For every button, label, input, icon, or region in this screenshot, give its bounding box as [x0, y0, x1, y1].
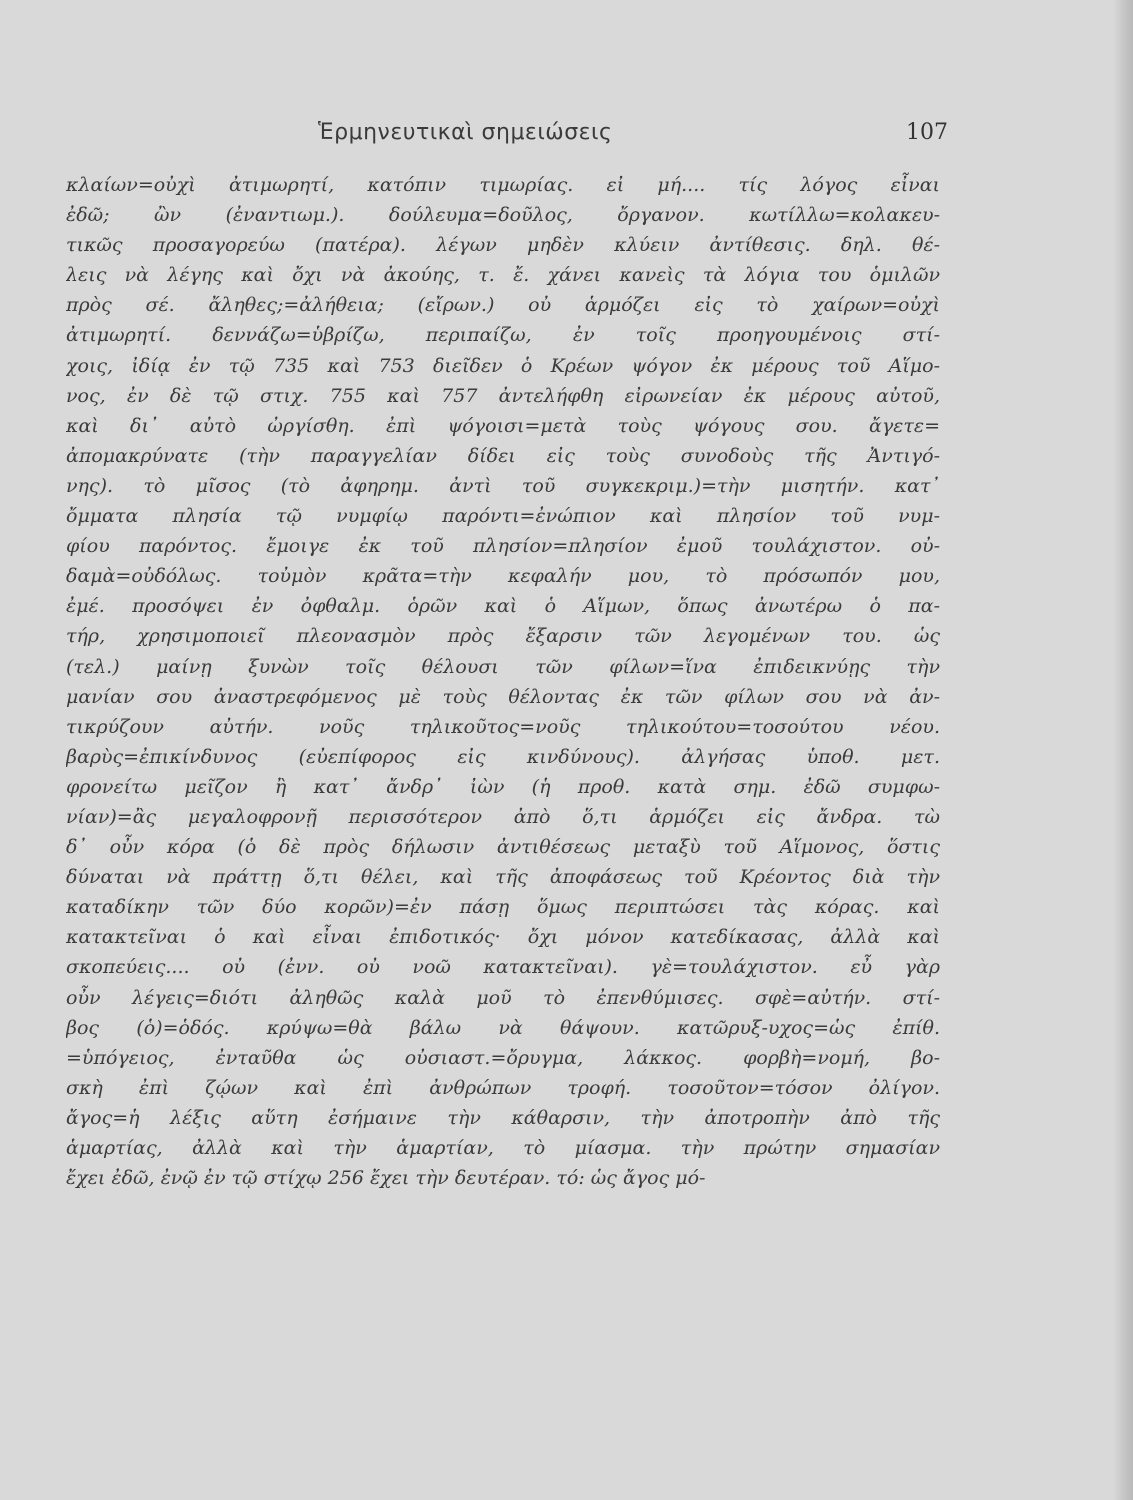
text-line: δ᾽ οὖν κόρα (ὁ δὲ πρὸς δήλωσιν ἀντιθέσεως μεταξὺ τοῦ Αἵμονος, ὅστις: [66, 836, 940, 859]
text-line: (τελ.) μαίνῃ ξυνὼν τοῖς θέλουσι τῶν φίλων=ἵνα ἐπιδεικνύῃς τὴν: [66, 655, 940, 678]
page-edge-shadow: [1113, 0, 1133, 1500]
text-line: βος (ὁ)=ὁδός. κρύψω=θὰ βάλω νὰ θάψουν. κατῶρυξ-υχος=ὡς ἐπίθ.: [66, 1016, 940, 1039]
text-line: νίαν)=ἂς μεγαλοφρονῇ περισσότερον ἀπὸ ὅ,τι ἁρμόζει εἰς ἄνδρα. τὼ: [66, 805, 940, 828]
commentary-text: [66, 170, 940, 1193]
text-line: ἀτιμωρητί. δεννάζω=ὑβρίζω, περιπαίζω, ἐν τοῖς προηγουμένοις στί-: [66, 324, 940, 347]
text-line: κλαίων=οὐχὶ ἀτιμωρητί, κατόπιν τιμωρίας. εἰ μή.... τίς λόγος εἶναι: [66, 174, 940, 196]
text-line: =ὑπόγειος, ἐνταῦθα ὡς οὐσιαστ.=ὄρυγμα, λάκκος. φορβὴ=νομή, βο-: [66, 1046, 940, 1069]
text-line: πρὸς σέ. ἄληθες;=ἀλήθεια; (εἴρων.) οὐ ἁρμόζει εἰς τὸ χαίρων=οὐχὶ: [66, 294, 940, 317]
text-line: φίου παρόντος. ἔμοιγε ἐκ τοῦ πλησίον=πλησίον ἐμοῦ τουλάχιστον. οὐ-: [66, 535, 940, 558]
text-line: χοις, ἰδίᾳ ἐν τῷ 735 καὶ 753 διεῖδεν ὁ Κρέων ψόγον ἐκ μέρους τοῦ Αἵμο-: [66, 354, 940, 377]
text-line: νος, ἐν δὲ τῷ στιχ. 755 καὶ 757 ἀντελήφθη εἰρωνείαν ἐκ μέρους αὐτοῦ,: [66, 384, 940, 407]
text-line: ἄγος=ἡ λέξις αὕτη ἐσήμαινε τὴν κάθαρσιν, τὴν ἀποτροπὴν ἀπὸ τῆς: [66, 1106, 940, 1129]
text-line: τήρ, χρησιμοποιεῖ πλεονασμὸν πρὸς ἔξαρσιν τῶν λεγομένων του. ὡς: [66, 625, 940, 648]
text-line: τικῶς προσαγορεύω (πατέρα). λέγων μηδὲν κλύειν ἀντίθεσις. δηλ. θέ-: [66, 234, 940, 257]
text-line: σκὴ ἐπὶ ζῴων καὶ ἐπὶ ἀνθρώπων τροφή. τοσοῦτον=τόσον ὀλίγον.: [66, 1076, 940, 1099]
text-line: φρονείτω μεῖζον ἢ κατ᾽ ἄνδρ᾽ ἰὼν (ἡ προθ. κατὰ σημ. ἐδῶ συμφω-: [66, 775, 940, 798]
text-line: καὶ δι᾽ αὐτὸ ὠργίσθη. ἐπὶ ψόγοισι=μετὰ τοὺς ψόγους σου. ἄγετε=: [66, 414, 940, 437]
text-line: οὖν λέγεις=διότι ἀληθῶς καλὰ μοῦ τὸ ἐπενθύμισες. σφὲ=αὐτήν. στί-: [66, 986, 940, 1009]
text-line: δύναται νὰ πράττῃ ὅ,τι θέλει, καὶ τῆς ἀποφάσεως τοῦ Κρέοντος διὰ τὴν: [66, 866, 940, 889]
text-line: ἁμαρτίας, ἀλλὰ καὶ τὴν ἁμαρτίαν, τὸ μίασμα. τὴν πρώτην σημασίαν: [66, 1137, 940, 1159]
text-line: καταδίκην τῶν δύο κορῶν)=ἐν πάσῃ ὅμως περιπτώσει τὰς κόρας. καὶ: [66, 896, 940, 919]
running-title: Ἑρμηνευτικαὶ σημειώσεις: [318, 120, 613, 145]
text-line: νης). τὸ μῖσος (τὸ ἀφηρημ. ἀντὶ τοῦ συγκεκριμ.)=τὴν μισητήν. κατ᾽: [66, 474, 940, 497]
text-line: κατακτεῖναι ὁ καὶ εἶναι ἐπιδοτικός· ὄχι μόνον κατεδίκασας, ἀλλὰ καὶ: [66, 926, 940, 949]
text-line: ὄμματα πλησία τῷ νυμφίῳ παρόντι=ἐνώπιον καὶ πλησίον τοῦ νυμ-: [66, 505, 940, 528]
text-line: βαρὺς=ἐπικίνδυνος (εὐεπίφορος εἰς κινδύνους). ἀλγήσας ὑποθ. μετ.: [66, 745, 940, 768]
text-line: λεις νὰ λέγης καὶ ὄχι νὰ ἀκούης, τ. ἔ. χάνει κανεὶς τὰ λόγια του ὁμιλῶν: [66, 264, 940, 287]
text-line: ἀπομακρύνατε (τὴν παραγγελίαν δίδει εἰς τοὺς συνοδοὺς τῆς Ἀντιγό-: [66, 444, 940, 467]
text-line: ἐμέ. προσόψει ἐν ὀφθαλμ. ὁρῶν καὶ ὁ Αἵμων, ὅπως ἀνωτέρω ὁ πα-: [66, 595, 940, 618]
text-line: τικρύζουν αὐτήν. νοῦς τηλικοῦτος=νοῦς τηλικούτου=τοσούτου νέου.: [66, 715, 940, 738]
text-line: δαμὰ=οὐδόλως. τοὐμὸν κρᾶτα=τὴν κεφαλήν μου, τὸ πρόσωπόν μου,: [66, 565, 940, 588]
text-line: ἐδῶ; ὢν (ἐναντιωμ.). δούλευμα=δοῦλος, ὄργανον. κωτίλλω=κολακευ-: [66, 204, 940, 227]
text-line: σκοπεύεις.... οὐ (ἐνν. οὐ νοῶ κατακτεῖναι). γὲ=τουλάχιστον. εὖ γὰρ: [66, 956, 940, 979]
text-line: μανίαν σου ἀναστρεφόμενος μὲ τοὺς θέλοντας ἐκ τῶν φίλων σου νὰ ἀν-: [66, 685, 940, 708]
text-line: ἔχει ἐδῶ, ἐνῷ ἐν τῷ στίχῳ 256 ἔχει τὴν δευτέραν. τό: ὡς ἄγος μό-: [66, 1167, 706, 1190]
page-number: 107: [906, 120, 948, 145]
page-header: [0, 120, 1133, 154]
